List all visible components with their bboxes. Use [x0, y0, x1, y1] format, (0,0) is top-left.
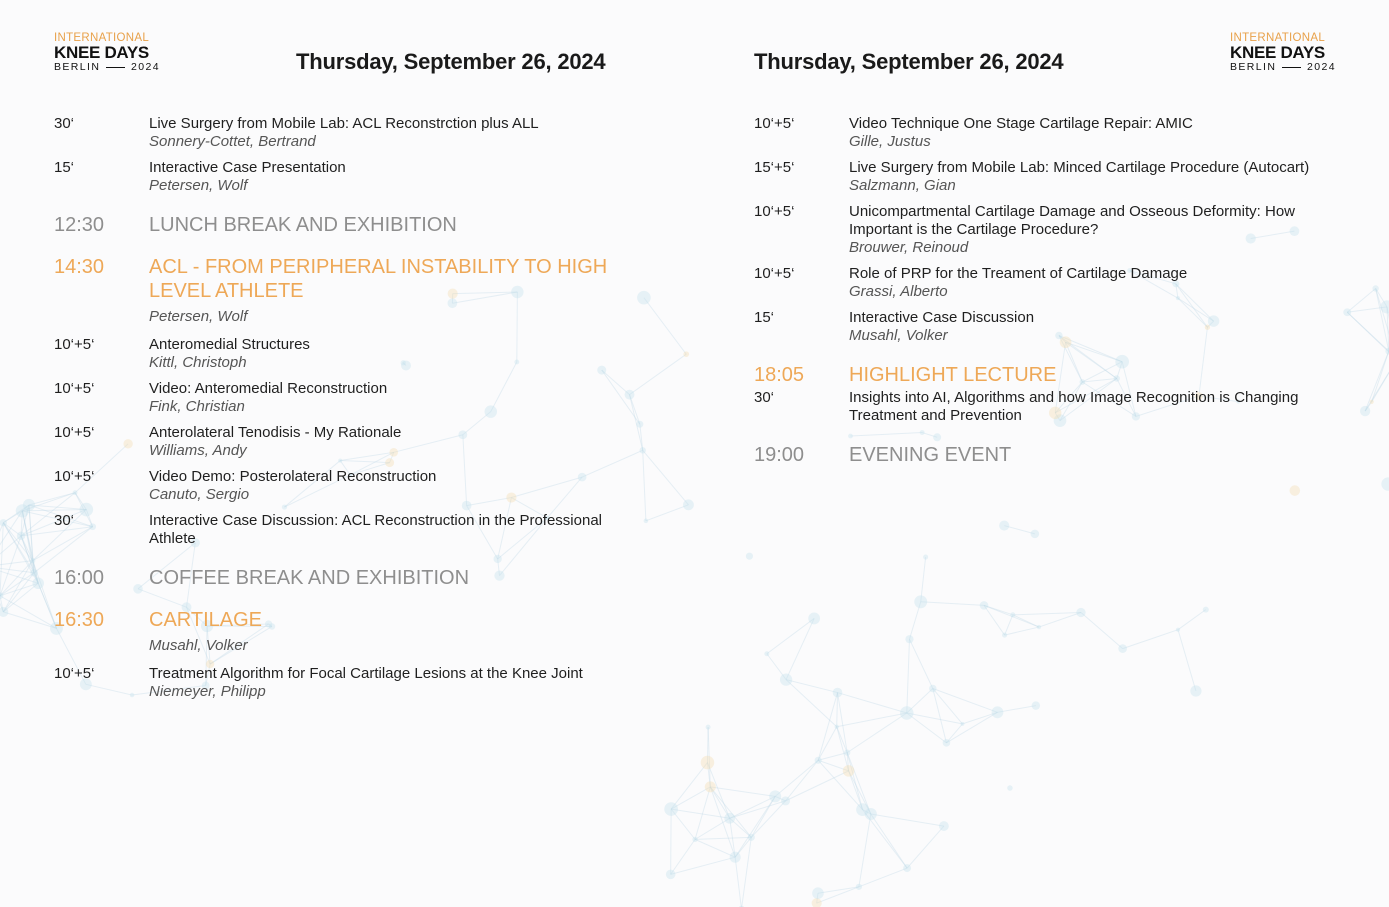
session-title: ACL - FROM PERIPHERAL INSTABILITY TO HIGH LEVEL ATHLETE	[149, 256, 608, 302]
talk-title: Role of PRP for the Treament of Cartilage Damage	[849, 265, 1188, 282]
talk-speaker: Salzmann, Gian	[849, 177, 956, 194]
logo-year: 2024	[131, 61, 160, 73]
talk-item	[54, 424, 644, 460]
logo-city-year	[1230, 61, 1336, 73]
talk-duration: 30‘	[54, 115, 75, 132]
talk-duration: 10‘+5‘	[754, 265, 795, 282]
session-header	[54, 255, 644, 326]
logo-right	[1230, 32, 1336, 73]
talk-title: Interactive Case Presentation	[149, 159, 346, 176]
talk-title: Anterolateral Tenodisis - My Rationale	[149, 424, 402, 441]
session-header	[754, 363, 1339, 387]
break-time: 16:00	[54, 567, 105, 589]
session-time: 14:30	[54, 256, 105, 278]
talk-item	[754, 265, 1339, 301]
logo-year: 2024	[1307, 61, 1336, 73]
right-schedule	[754, 115, 1339, 479]
session-header	[54, 608, 644, 655]
talk-duration: 10‘+5‘	[54, 336, 95, 353]
talk-item	[754, 115, 1339, 151]
session-title: HIGHLIGHT LECTURE	[849, 364, 1057, 386]
break-title: EVENING EVENT	[849, 444, 1012, 466]
talk-item	[54, 665, 644, 701]
break-time: 12:30	[54, 214, 105, 236]
break-item	[54, 566, 644, 590]
talk-speaker: Petersen, Wolf	[149, 177, 248, 194]
talk-duration: 10‘+5‘	[754, 203, 795, 220]
talk-title: Anteromedial Structures	[149, 336, 310, 353]
talk-speaker: Niemeyer, Philipp	[149, 683, 266, 700]
talk-title: Interactive Case Discussion	[849, 309, 1035, 326]
talk-speaker: Canuto, Sergio	[149, 486, 250, 503]
session-time: 16:30	[54, 609, 105, 631]
talk-item	[54, 159, 644, 195]
talk-item	[754, 309, 1339, 345]
talk-title: Interactive Case Discussion: ACL Reconstruction in the Professional Athlete	[149, 512, 602, 547]
talk-title: Unicompartmental Cartilage Damage and Osseous Deformity: How Important is the Cartilage Procedure?	[849, 203, 1296, 238]
logo-line2: KNEE DAYS	[54, 43, 149, 62]
logo-line1: INTERNATIONAL	[1230, 32, 1326, 44]
talk-speaker: Brouwer, Reinoud	[849, 239, 969, 256]
talk-title: Treatment Algorithm for Focal Cartilage Lesions at the Knee Joint	[149, 665, 583, 682]
day-title-right: Thursday, September 26, 2024	[754, 49, 1064, 74]
day-title-left: Thursday, September 26, 2024	[296, 49, 606, 74]
talk-title: Live Surgery from Mobile Lab: ACL Reconstrction plus ALL	[149, 115, 539, 132]
talk-duration: 15‘	[754, 309, 775, 326]
talk-item	[754, 389, 1339, 425]
talk-duration: 10‘+5‘	[54, 468, 95, 485]
session-chair: Musahl, Volker	[149, 637, 248, 654]
logo-city: BERLIN	[54, 61, 101, 73]
talk-speaker: Sonnery-Cottet, Bertrand	[149, 133, 316, 150]
break-title: LUNCH BREAK AND EXHIBITION	[149, 214, 457, 236]
break-item	[754, 443, 1339, 467]
talk-item	[54, 115, 644, 151]
talk-duration: 10‘+5‘	[54, 424, 95, 441]
talk-item	[54, 512, 644, 548]
talk-item	[54, 336, 644, 372]
session-chair: Petersen, Wolf	[149, 308, 248, 325]
talk-item	[754, 203, 1339, 257]
logo-city: BERLIN	[1230, 61, 1277, 73]
break-title: COFFEE BREAK AND EXHIBITION	[149, 567, 470, 589]
talk-speaker: Grassi, Alberto	[849, 283, 948, 300]
session-time: 18:05	[754, 364, 805, 386]
logo-line2: KNEE DAYS	[1230, 43, 1325, 62]
talk-item	[54, 468, 644, 504]
talk-title: Video Demo: Posterolateral Reconstruction	[149, 468, 437, 485]
left-schedule	[54, 115, 644, 709]
logo-city-year	[54, 61, 160, 73]
break-time: 19:00	[754, 444, 805, 466]
talk-item	[54, 380, 644, 416]
talk-duration: 10‘+5‘	[754, 115, 795, 132]
talk-duration: 15‘+5‘	[754, 159, 795, 176]
talk-item	[754, 159, 1339, 195]
talk-title: Insights into AI, Algorithms and how Image Recognition is Changing Treatment and Prevention	[849, 389, 1299, 424]
talk-speaker: Williams, Andy	[149, 442, 247, 459]
break-item	[54, 213, 644, 237]
logo-left	[54, 32, 160, 73]
talk-duration: 10‘+5‘	[54, 380, 95, 397]
logo-line1: INTERNATIONAL	[54, 32, 150, 44]
talk-duration: 15‘	[54, 159, 75, 176]
talk-speaker: Kittl, Christoph	[149, 354, 247, 371]
talk-duration: 10‘+5‘	[54, 665, 95, 682]
talk-speaker: Musahl, Volker	[849, 327, 948, 344]
talk-duration: 30‘	[754, 389, 775, 406]
talk-title: Live Surgery from Mobile Lab: Minced Cartilage Procedure (Autocart)	[849, 159, 1310, 176]
talk-speaker: Gille, Justus	[849, 133, 931, 150]
session-title: CARTILAGE	[149, 609, 262, 631]
talk-title: Video: Anteromedial Reconstruction	[149, 380, 388, 397]
talk-speaker: Fink, Christian	[149, 398, 245, 415]
talk-duration: 30‘	[54, 512, 75, 529]
talk-title: Video Technique One Stage Cartilage Repair: AMIC	[849, 115, 1193, 132]
